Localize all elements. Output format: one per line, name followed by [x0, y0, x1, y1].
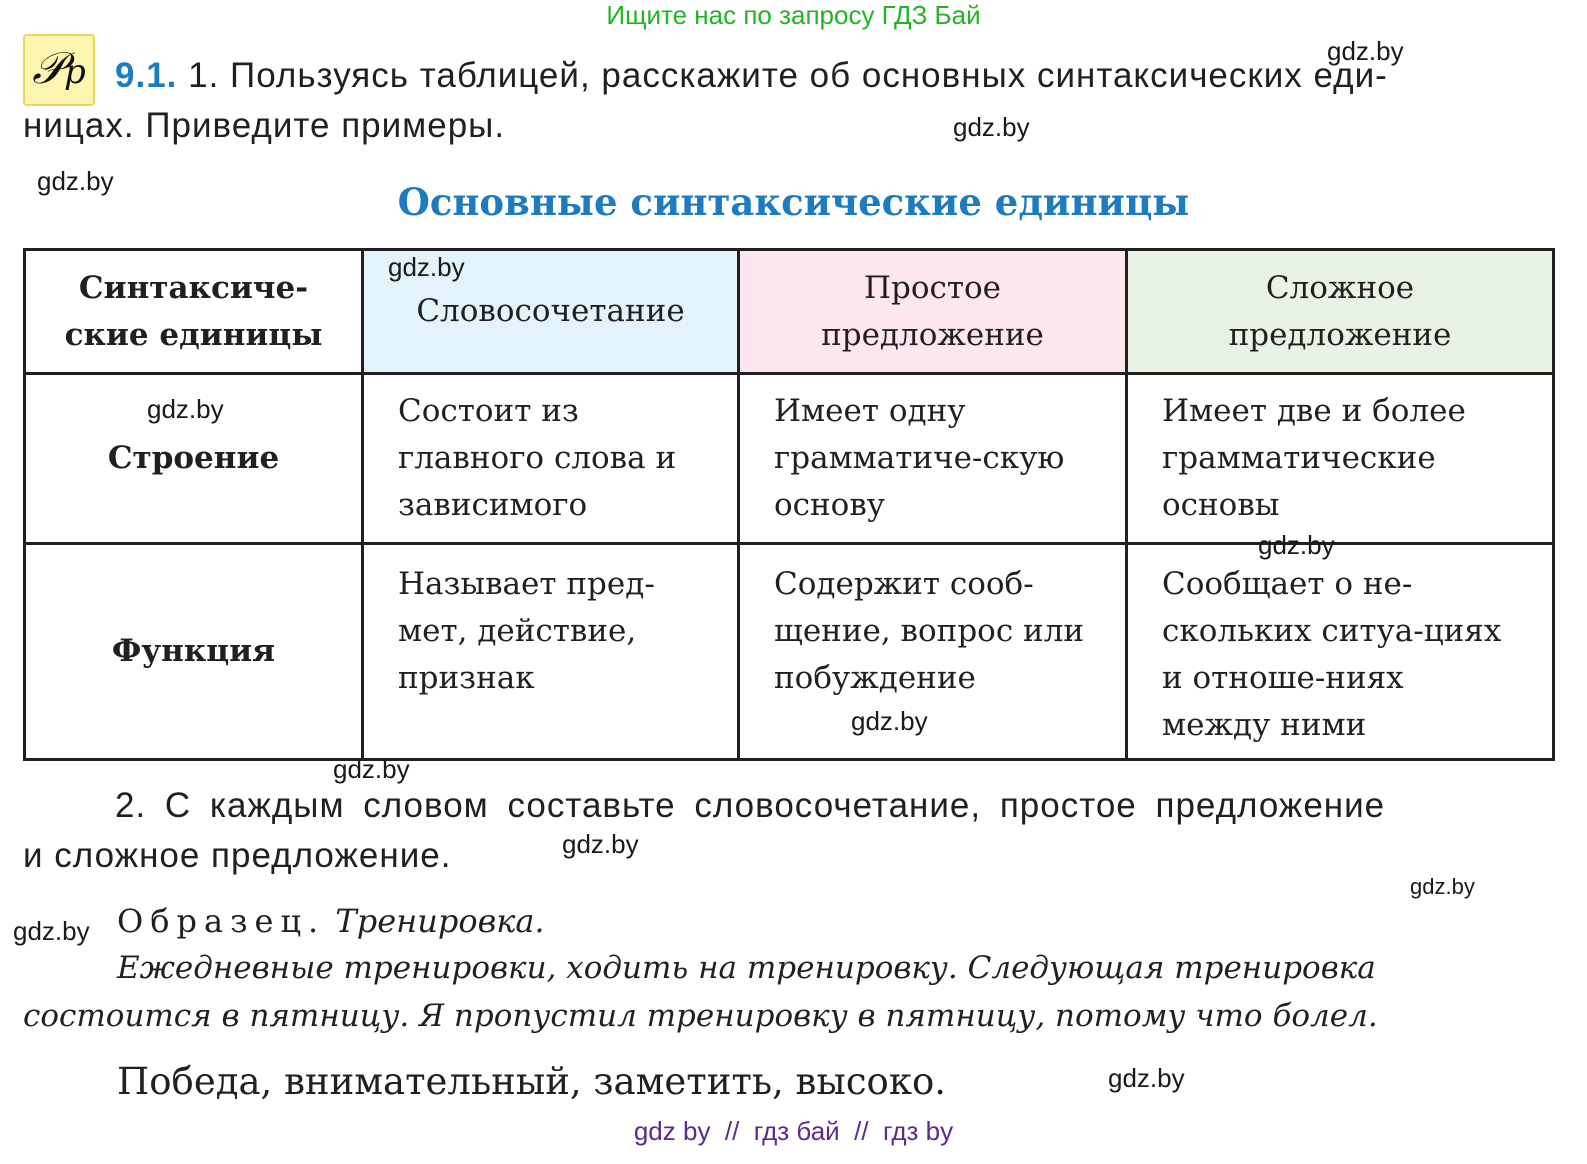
header-cell: Простое предложение [739, 250, 1127, 374]
table-cell: Называет пред-мет, действие, признак [363, 544, 739, 760]
sample-label: Образец. [117, 902, 326, 940]
task-number: 9.1. [115, 56, 178, 95]
table-title: Основные синтаксические единицы [397, 180, 1190, 224]
header-cell: Синтаксиче-ские единицы [25, 250, 363, 374]
watermark: gdz.by [1258, 530, 1335, 560]
footer-links: gdz by // гдз бай // гдз by [633, 1116, 954, 1146]
watermark: gdz.by [13, 916, 90, 946]
task2-line1: 2. С каждым словом составьте словосочетание, простое предложение [115, 786, 1386, 825]
task2-line2: и сложное предложение. [23, 836, 452, 875]
table-row [25, 544, 1554, 760]
watermark: gdz.by [1108, 1063, 1185, 1093]
table-cell: Имеет две и более грамматические основы [1127, 374, 1554, 544]
watermark: gdz.by [1410, 874, 1475, 899]
table-cell: Сообщает о не-скольких ситуа-циях и отноше-ниях между ними [1127, 544, 1554, 760]
watermark: gdz.by [1327, 36, 1404, 66]
sample-heading [117, 902, 545, 940]
table-row [25, 374, 1554, 544]
sample-line1: Ежедневные тренировки, ходить на тренировку. Следующая тренировка [117, 950, 1376, 986]
task1-text: 1. Пользуясь таблицей, расскажите об основных синтаксических еди- [188, 56, 1388, 95]
watermark: gdz.by [388, 252, 465, 282]
row-label: Строение [25, 374, 363, 544]
table-cell: Имеет одну грамматиче-скую основу [739, 374, 1127, 544]
syntax-units-table [23, 248, 1555, 761]
watermark: gdz.by [333, 754, 410, 784]
table-cell: Содержит сооб-щение, вопрос или побуждение [739, 544, 1127, 760]
search-banner: Ищите нас по запросу ГДЗ Бай [606, 0, 981, 30]
watermark: gdz.by [562, 829, 639, 859]
table-header-row [25, 250, 1554, 374]
watermark: gdz.by [953, 112, 1030, 142]
sample-word: Тренировка. [335, 902, 545, 940]
watermark: gdz.by [851, 706, 928, 736]
header-cell: Словосочетание [363, 250, 739, 374]
row-label: Функция [25, 544, 363, 760]
header-cell: Сложное предложение [1127, 250, 1554, 374]
watermark: gdz.by [37, 166, 114, 196]
task1-line2: ницах. Приведите примеры. [23, 106, 506, 145]
task1-line1 [115, 56, 1388, 96]
sample-line2: состоится в пятницу. Я пропустил тренировку в пятницу, потому что болел. [23, 998, 1378, 1034]
exercise-words: Победа, внимательный, заметить, высоко. [117, 1060, 946, 1103]
watermark: gdz.by [147, 394, 224, 424]
table-cell: Состоит из главного слова и зависимого [363, 374, 739, 544]
practice-logo-icon: 𝒫p [23, 34, 95, 106]
